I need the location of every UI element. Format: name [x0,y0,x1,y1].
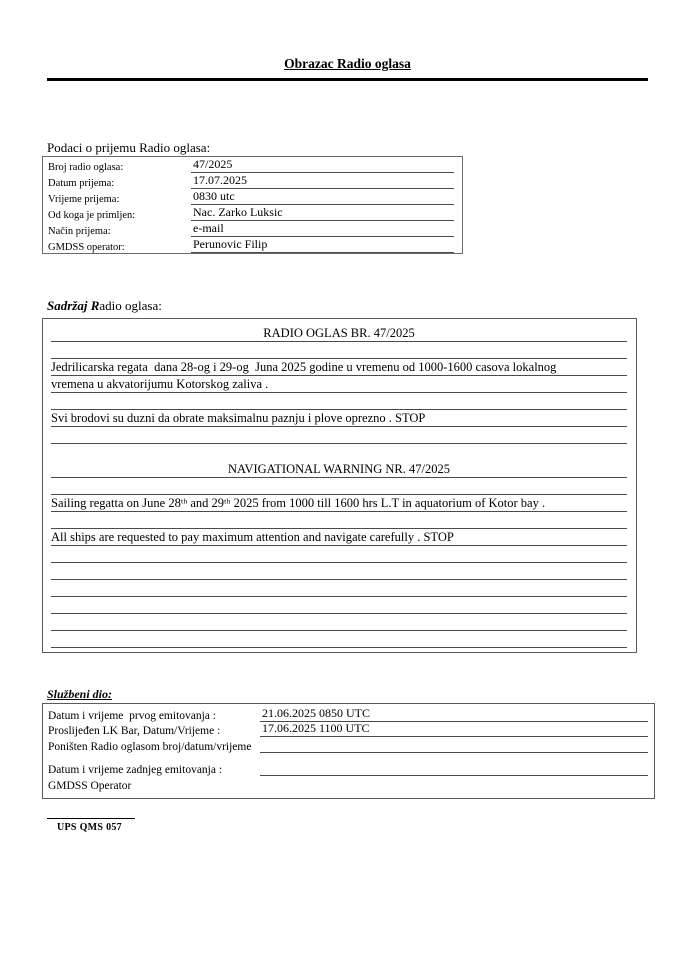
content-line [51,631,627,648]
field-label: Datum i vrijeme zadnjeg emitovanja : [48,764,223,776]
content-line [51,580,627,597]
field-value-line [260,752,648,753]
field-value-line: 0830 utc [191,189,454,205]
content-line: Svi brodovi su duzni da obrate maksimalnu paznju i plove oprezno . STOP [51,410,627,427]
reception-section-heading: Podaci o prijemu Radio oglasa: [47,140,211,155]
content-line: Jedrilicarska regata dana 28-og i 29-og Juna 2025 godine u vremenu od 1000-1600 casova lokalnog [51,359,627,376]
official-section-heading: Službeni dio: [47,687,113,701]
reception-row [43,189,462,205]
field-value-line: Nac. Zarko Luksic [191,205,454,221]
official-row [43,706,654,722]
content-line [51,614,627,631]
field-label: Proslijeđen LK Bar, Datum/Vrijeme : [48,725,221,737]
field-label: Poništen Radio oglasom broj/datum/vrijeme [48,740,252,753]
reception-row [43,157,462,173]
content-line: Sailing regatta on June 28ᵗʰ and 29ᵗʰ 2025 from 1000 till 1600 hrs L.T in aquatorium of Kotor bay . [51,495,627,512]
content-line: RADIO OGLAS BR. 47/2025 [51,325,627,342]
field-label: Vrijeme prijema: [48,194,120,205]
footer-rule [47,818,135,819]
content-line: vremena u akvatorijumu Kotorskog zaliva . [51,376,627,393]
field-value-line: Perunovic Filip [191,237,454,253]
content-line: All ships are requested to pay maximum attention and navigate carefully . STOP [51,529,627,546]
official-row [43,737,654,753]
content-heading-italic-part: Sadržaj R [47,298,100,313]
content-line [51,563,627,580]
content-heading-rest-part: adio oglasa: [99,298,162,313]
reception-row [43,173,462,189]
official-row [43,722,654,738]
table-spacer [43,753,654,761]
reception-row [43,205,462,221]
field-label: Datum prijema: [48,178,115,189]
content-line [51,342,627,359]
form-code: UPS QMS 057 [57,822,122,833]
field-value-line [260,775,648,776]
field-value-line: 21.06.2025 0850 UTC [260,706,648,722]
official-table [42,703,655,799]
form-title: Obrazac Radio oglasa [284,56,411,71]
official-row [43,761,654,777]
field-value-line: 47/2025 [191,157,454,173]
field-label: Broj radio oglasa: [48,162,124,173]
content-line [51,393,627,410]
field-label: GMDSS Operator [48,779,132,792]
field-label: Način prijema: [48,226,111,237]
content-line: NAVIGATIONAL WARNING NR. 47/2025 [51,461,627,478]
content-line [51,478,627,495]
field-value-line: 17.06.2025 1100 UTC [260,721,648,737]
content-line [51,427,627,444]
field-value-line: 17.07.2025 [191,173,454,189]
reception-table [42,156,463,254]
content-line [51,597,627,614]
reception-row [43,221,462,237]
reception-row [43,237,462,253]
content-line [51,546,627,563]
field-label: GMDSS operator: [48,242,125,253]
field-value-line: e-mail [191,221,454,237]
field-label: Od koga je primljen: [48,210,136,221]
content-line [51,512,627,529]
title-block [47,55,648,81]
field-label: Datum i vrijeme prvog emitovanja : [48,709,216,722]
content-section-heading [47,298,162,314]
content-line [51,444,627,461]
official-row [43,776,654,792]
content-box [42,318,637,653]
